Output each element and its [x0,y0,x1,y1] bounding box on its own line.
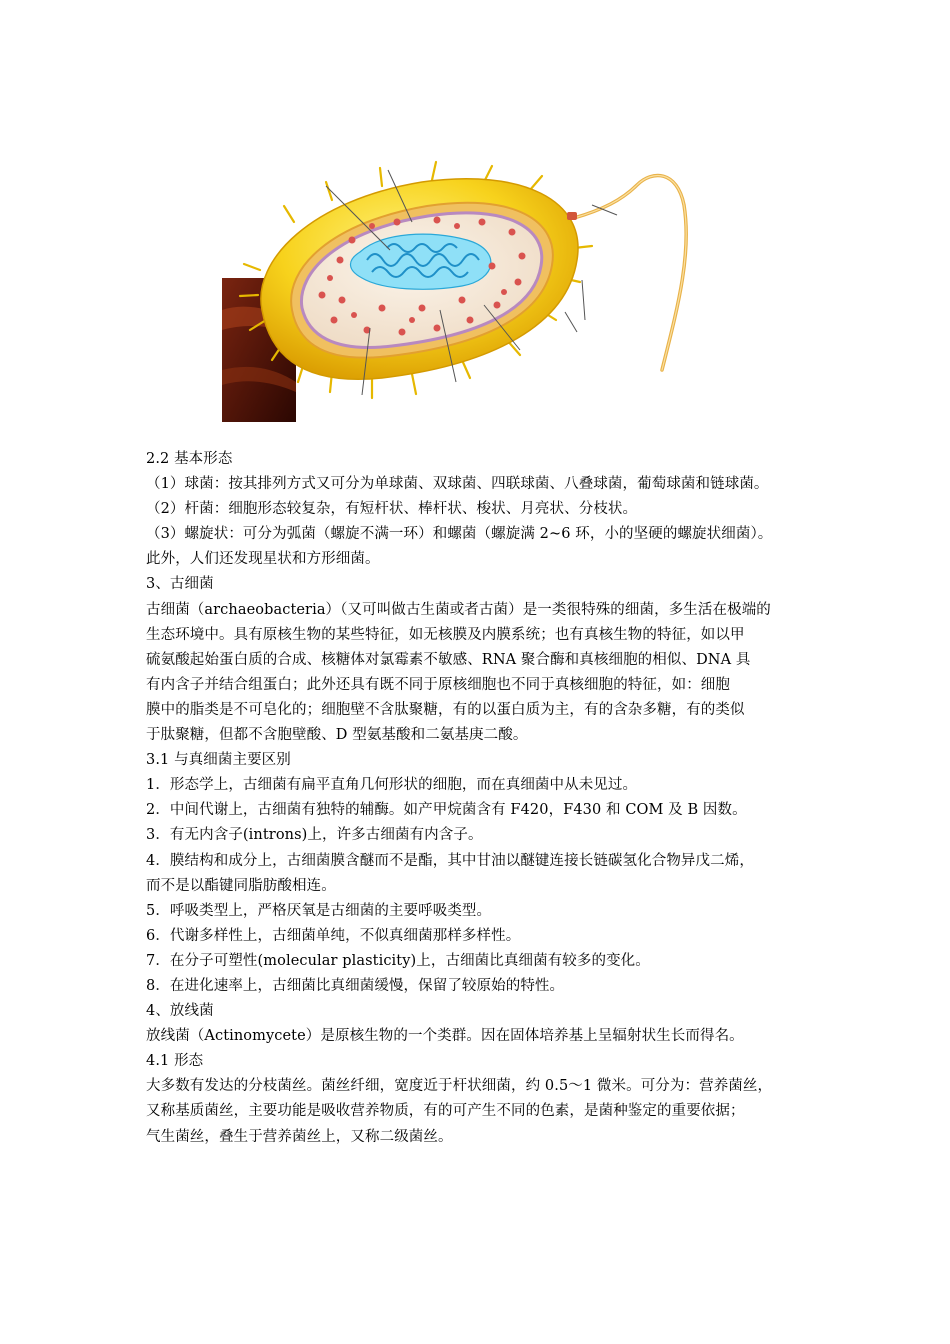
paragraph-line: 膜中的脂类是不可皂化的；细胞壁不含肽聚糖，有的以蛋白质为主，有的含杂多糖，有的类似 [146,701,745,718]
section-heading-3-1: 3.1 与真细菌主要区别 [146,752,291,769]
list-item-continuation: 而不是以酯键同脂肪酸相连。 [146,877,336,894]
paragraph-line: （2）杆菌：细胞形态较复杂，有短杆状、棒杆状、梭状、月亮状、分枝状。 [146,501,638,518]
paragraph-line: 此外，人们还发现星状和方形细菌。 [146,551,380,568]
paragraph-line: 大多数有发达的分枝菌丝。菌丝纤细，宽度近于杆状细菌，约 0.5～1 微米。可分为：营养菌丝， [146,1078,773,1095]
section-heading-3: 3、古细菌 [146,576,214,593]
section-heading-4: 4、放线菌 [146,1003,214,1020]
paragraph-line: 有内含子并结合组蛋白；此外还具有既不同于原核细胞也不同于真核细胞的特征，如：细胞 [146,676,730,693]
flagellum-base [567,212,577,220]
section-heading-2-2: 2.2 基本形态 [146,451,233,467]
list-item: 4．膜结构和成分上，古细菌膜含醚而不是酯，其中甘油以醚键连接长链碳氢化合物异戊二烯， [146,852,754,869]
paragraph-line: （3）螺旋状：可分为弧菌（螺旋不满一环）和螺菌（螺旋满 2~6 环，小的坚硬的螺旋状细菌）。 [146,526,773,543]
bacterium-illustration [222,160,692,425]
list-item: 6．代谢多样性上，古细菌单纯，不似真细菌那样多样性。 [146,927,521,944]
list-item: 5．呼吸类型上，严格厌氧是古细菌的主要呼吸类型。 [146,902,492,919]
paragraph-line: 古细菌（archaeobacteria）（又可叫做古生菌或者古菌）是一类很特殊的细菌，多生活在极端的 [146,601,771,618]
paragraph-line: （1）球菌：按其排列方式又可分为单球菌、双球菌、四联球菌、八叠球菌，葡萄球菌和链球菌。 [146,476,769,493]
list-item: 1．形态学上，古细菌有扁平直角几何形状的细胞，而在真细菌中从未见过。 [146,777,638,794]
list-item: 7．在分子可塑性(molecular plasticity)上，古细菌比真细菌有较多的变化。 [146,952,650,969]
list-item: 3．有无内含子(introns)上，许多古细菌有内含子。 [146,827,483,844]
section-heading-4-1: 4.1 形态 [146,1053,204,1070]
list-item: 2．中间代谢上，古细菌有独特的辅酶。如产甲烷菌含有 F420，F430 和 COM 及 B 因数。 [146,802,747,819]
paragraph-line: 生态环境中。具有原核生物的某些特征，如无核膜及内膜系统；也有真核生物的特征，如以甲 [146,626,745,643]
paragraph-line: 放线菌（Actinomycete）是原核生物的一个类群。因在固体培养基上呈辐射状生长而得名。 [146,1028,744,1045]
document-body [146,447,818,1150]
paragraph-line: 于肽聚糖，但都不含胞壁酸、D 型氨基酸和二氨基庚二酸。 [146,727,528,744]
paragraph-line: 硫氨酸起始蛋白质的合成、核糖体对氯霉素不敏感、RNA 聚合酶和真核细胞的相似、DNA 具 [146,651,751,668]
list-item: 8．在进化速率上，古细菌比真细菌缓慢，保留了较原始的特性。 [146,977,565,994]
paragraph-line: 气生菌丝，叠生于营养菌丝上，又称二级菌丝。 [146,1128,453,1145]
paragraph-line: 又称基质菌丝，主要功能是吸收营养物质，有的可产生不同的色素，是菌种鉴定的重要依据； [146,1103,745,1120]
